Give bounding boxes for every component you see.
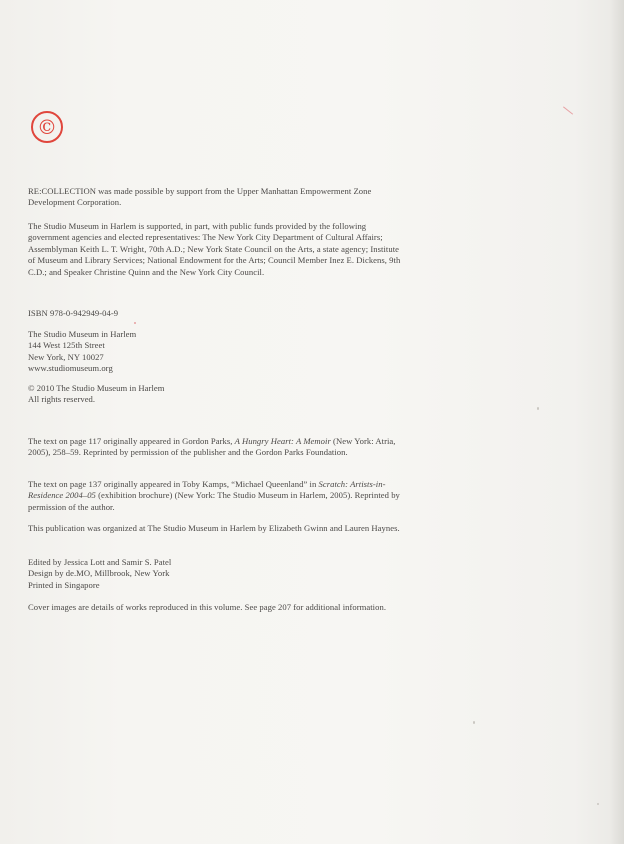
page-edge-shadow bbox=[610, 0, 624, 844]
copyright-line: © 2010 The Studio Museum in Harlem bbox=[28, 383, 165, 393]
publisher-city: New York, NY 10027 bbox=[28, 351, 104, 362]
editors-line: Edited by Jessica Lott and Samir S. Patel bbox=[28, 557, 172, 567]
paper-speck bbox=[473, 721, 475, 724]
isbn-text: ISBN 978-0-942949-04-9 bbox=[28, 308, 119, 318]
production-credits bbox=[28, 557, 408, 591]
design-line: Design by de.MO, Millbrook, New York bbox=[28, 568, 170, 579]
credit-toby-kamps bbox=[28, 479, 408, 513]
copyright-icon: © bbox=[31, 111, 63, 143]
publisher-name: The Studio Museum in Harlem bbox=[28, 329, 137, 339]
credit-kamps-text: The text on page 137 originally appeared in Toby Kamps, “Michael Queenland” in Scratch: Artists-in-Residence 2004–05 (exhibition brochure) (New York: The Studio Museum in Harlem, 2005). Reprinted by permission of the author. bbox=[28, 479, 400, 512]
paper-speck bbox=[537, 407, 539, 410]
paper-speck bbox=[134, 322, 136, 324]
credit-parks-text: The text on page 117 originally appeared in Gordon Parks, A Hungry Heart: A Memoir (New York: Atria, 2005), 258–59. Reprinted by permission of the publisher and the Gordon Parks Foundation. bbox=[28, 436, 396, 458]
paper-speck bbox=[597, 803, 599, 805]
rights-reserved-line: All rights reserved. bbox=[28, 394, 96, 405]
sponsorship-text: RE:COLLECTION was made possible by support from the Upper Manhattan Empowerment Zone Development Corporation. bbox=[28, 186, 372, 208]
publisher-address bbox=[28, 329, 408, 375]
brochure-title: Scratch: Artists-in-Residence 2004–05 bbox=[28, 479, 386, 501]
copyright-notice bbox=[28, 383, 408, 406]
book-title: A Hungry Heart: A Memoir bbox=[234, 436, 331, 446]
organizers-note bbox=[28, 523, 408, 534]
cover-note bbox=[28, 602, 408, 613]
publisher-street: 144 West 125th Street bbox=[28, 340, 105, 351]
printed-line: Printed in Singapore bbox=[28, 579, 100, 590]
public-funds-note bbox=[28, 221, 408, 278]
publisher-website: www.studiomuseum.org bbox=[28, 363, 113, 374]
credit-gordon-parks bbox=[28, 436, 408, 459]
organizers-text: This publication was organized at The Studio Museum in Harlem by Elizabeth Gwinn and Lauren Haynes. bbox=[28, 523, 400, 533]
cover-note-text: Cover images are details of works reproduced in this volume. See page 207 for additional information. bbox=[28, 602, 387, 612]
sponsorship-note bbox=[28, 186, 408, 209]
public-funds-text: The Studio Museum in Harlem is supported, in part, with public funds provided by the following government agencies and elected representatives: The New York City Department of Cultural Affairs; Assemblyman Keith L. T. Wright, 70th A.D.; New York State Council on the Arts, a state agency; Institute of Museum and Library Services; National Endowment for the Arts; Council Member Inez E. Dickens, 9th C.D.; and Speaker Christine Quinn and the New York City Council. bbox=[28, 221, 401, 277]
isbn-line bbox=[28, 308, 408, 319]
